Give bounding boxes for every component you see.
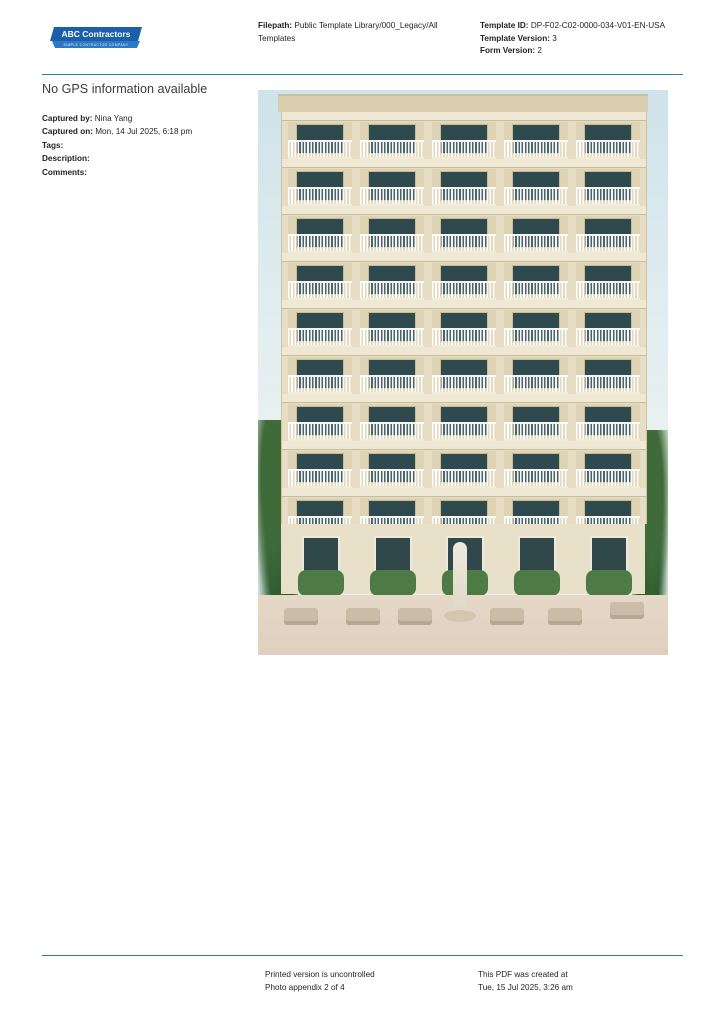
photo-illustration bbox=[258, 90, 668, 655]
captured-by-row bbox=[42, 112, 242, 125]
svg-text:ABC Contractors: ABC Contractors bbox=[61, 29, 131, 39]
captured-by-value: Nina Yang bbox=[94, 114, 133, 123]
footer-right-line1: This PDF was created at bbox=[478, 970, 568, 979]
company-logo bbox=[50, 24, 146, 50]
comments-label: Comments: bbox=[42, 167, 88, 177]
description-row bbox=[42, 152, 242, 165]
form-version-label: Form Version: bbox=[480, 46, 536, 56]
template-id-row bbox=[480, 20, 710, 33]
template-version-row bbox=[480, 33, 710, 46]
filepath-label: Filepath: bbox=[258, 21, 293, 30]
footer-left bbox=[265, 968, 375, 994]
document-header bbox=[0, 18, 725, 66]
template-id-label: Template ID: bbox=[480, 21, 529, 30]
form-version-value: 2 bbox=[537, 46, 542, 56]
roof-cap bbox=[278, 94, 648, 112]
patio-table bbox=[444, 610, 476, 622]
captured-by-label: Captured by: bbox=[42, 114, 93, 123]
condominium-building bbox=[281, 94, 647, 524]
template-version-value: 3 bbox=[552, 33, 557, 43]
captured-on-row bbox=[42, 125, 242, 138]
capture-info bbox=[42, 112, 242, 179]
footer-divider bbox=[42, 955, 683, 956]
footer-right-line2: Tue, 15 Jul 2025, 3:26 am bbox=[478, 983, 573, 992]
svg-text:SIMPLE CONTRACTOR COMPANY: SIMPLE CONTRACTOR COMPANY bbox=[63, 43, 129, 47]
tags-row bbox=[42, 139, 242, 152]
patio-umbrella bbox=[453, 542, 467, 612]
comments-row bbox=[42, 166, 242, 179]
template-id-value: DP-F02-C02-0000-034-V01-EN-USA bbox=[530, 21, 666, 30]
form-version-row bbox=[480, 45, 710, 58]
filepath-meta bbox=[258, 20, 458, 45]
footer-right bbox=[478, 968, 573, 994]
template-version-label: Template Version: bbox=[480, 33, 550, 43]
description-label: Description: bbox=[42, 154, 90, 164]
captured-on-label: Captured on: bbox=[42, 127, 93, 137]
footer-left-line2: Photo appendix 2 of 4 bbox=[265, 983, 345, 992]
filepath-value: Public Template Library/000_Legacy/All Templates bbox=[258, 21, 438, 43]
template-meta bbox=[480, 20, 710, 58]
footer-left-line1: Printed version is uncontrolled bbox=[265, 970, 375, 979]
captured-on-value: Mon, 14 Jul 2025, 6:18 pm bbox=[95, 127, 193, 137]
page-title: No GPS information available bbox=[42, 82, 208, 96]
header-divider bbox=[42, 74, 683, 75]
captured-photo bbox=[258, 90, 668, 655]
tags-label: Tags: bbox=[42, 140, 64, 150]
